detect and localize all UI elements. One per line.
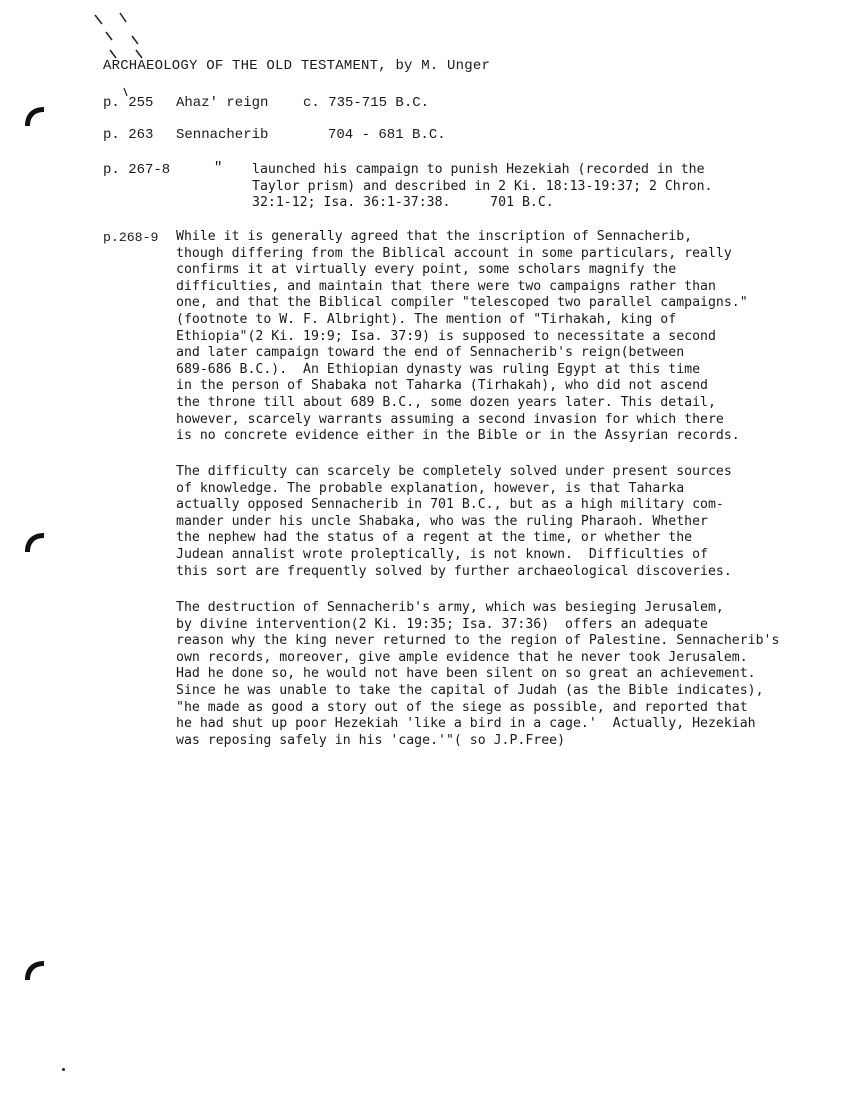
text-line: one, and that the Biblical compiler "telescoped two parallel campaigns." xyxy=(176,295,748,311)
entry-page-ref: p.268-9 xyxy=(103,230,159,245)
paragraph-1 xyxy=(176,229,816,445)
document-title: ARCHAEOLOGY OF THE OLD TESTAMENT, by M. Unger xyxy=(103,58,491,74)
text-line: While it is generally agreed that the inscription of Sennacherib, xyxy=(176,229,693,244)
text-line: he had shut up poor Hezekiah 'like a bird in a cage.' Actually, Hezekiah xyxy=(176,716,756,732)
text-line: The destruction of Sennacherib's army, which was besieging Jerusalem, xyxy=(176,600,724,615)
entry-name: Ahaz' reign xyxy=(176,95,269,111)
text-line: difficulties, and maintain that there were two campaigns rather than xyxy=(176,278,716,294)
punch-hole-middle xyxy=(22,530,48,556)
entry-line: launched his campaign to punish Hezekiah (recorded in the xyxy=(252,162,705,177)
entry-page-ref: p. 267-8 xyxy=(103,162,171,178)
text-line: though differing from the Biblical account in some particulars, really xyxy=(176,245,732,261)
pen-marks xyxy=(90,10,160,100)
text-line: "he made as good a story out of the siege as possible, and reported that xyxy=(176,699,748,715)
text-line: this sort are frequently solved by further archaeological discoveries. xyxy=(176,563,732,579)
paragraph-2 xyxy=(176,464,816,580)
text-line: Since he was unable to take the capital of Judah (as the Bible indicates), xyxy=(176,682,764,698)
entry-page-ref: p. 255 xyxy=(103,95,154,111)
entry-name: Sennacherib xyxy=(176,127,269,143)
text-line: Ethiopia"(2 Ki. 19:9; Isa. 37:9) is supposed to necessitate a second xyxy=(176,328,716,344)
entry-line: Taylor prism) and described in 2 Ki. 18:13-19:37; 2 Chron. xyxy=(252,178,713,194)
text-line: however, scarcely warrants assuming a second invasion for which there xyxy=(176,411,724,427)
text-line: was reposing safely in his 'cage.'"( so J.P.Free) xyxy=(176,732,566,748)
paragraph-3 xyxy=(176,600,816,749)
text-line: mander under his uncle Shabaka, who was the ruling Pharaoh. Whether xyxy=(176,513,708,529)
ditto-mark: " xyxy=(214,160,223,176)
entry-page-ref: p. 263 xyxy=(103,127,154,143)
text-line: own records, moreover, give ample evidence that he never took Jerusalem. xyxy=(176,649,748,665)
text-line: actually opposed Sennacherib in 701 B.C., but as a high military com- xyxy=(176,497,724,513)
text-line: the throne till about 689 B.C., some dozen years later. This detail, xyxy=(176,394,716,410)
text-line: and later campaign toward the end of Sennacherib's reign(between xyxy=(176,345,685,361)
entry-dates: 704 - 681 B.C. xyxy=(328,127,446,143)
text-line: the nephew had the status of a regent at the time, or whether the xyxy=(176,530,693,546)
text-line: 689-686 B.C.). An Ethiopian dynasty was ruling Egypt at this time xyxy=(176,361,701,377)
text-line: Had he done so, he would not have been silent on so great an achievement. xyxy=(176,666,756,682)
text-line: (footnote to W. F. Albright). The mention of "Tirhakah, king of xyxy=(176,311,677,327)
punch-hole-bottom xyxy=(22,958,48,984)
stray-dot xyxy=(62,1068,65,1071)
text-line: in the person of Shabaka not Taharka (Tirhakah), who did not ascend xyxy=(176,378,708,394)
text-line: reason why the king never returned to the region of Palestine. Sennacherib's xyxy=(176,633,780,649)
text-line: is no concrete evidence either in the Bible or in the Assyrian records. xyxy=(176,428,740,444)
text-line: of knowledge. The probable explanation, however, is that Taharka xyxy=(176,480,685,496)
entry-dates: c. 735-715 B.C. xyxy=(303,95,430,111)
entry-line: 32:1-12; Isa. 36:1-37:38. 701 B.C. xyxy=(252,195,554,211)
text-line: The difficulty can scarcely be completely solved under present sources xyxy=(176,464,732,479)
text-line: confirms it at virtually every point, some scholars magnify the xyxy=(176,262,677,278)
text-line: Judean annalist wrote proleptically, is not known. Difficulties of xyxy=(176,546,708,562)
entry-description xyxy=(252,162,812,212)
text-line: by divine intervention(2 Ki. 19:35; Isa. 37:36) offers an adequate xyxy=(176,616,708,632)
punch-hole-top xyxy=(22,104,48,130)
